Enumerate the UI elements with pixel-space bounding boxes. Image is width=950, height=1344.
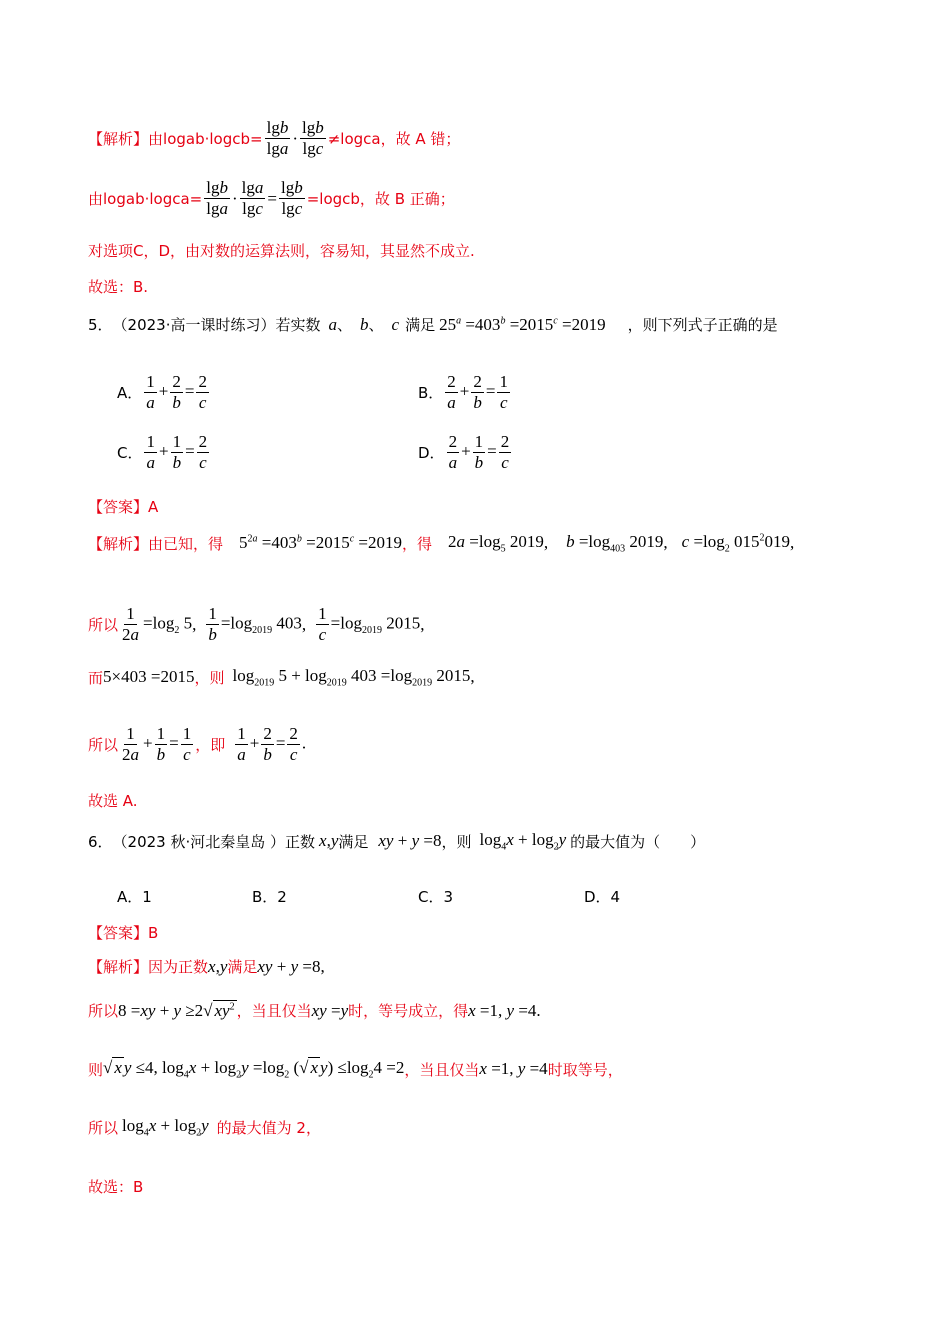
q5-sol-line1: 【解析】 由已知，得 $5^{2a} =403^b =2015^c =2019$ ，得 $2a =\log_5$ 2019 , $b =\log_{403}$ 2019 , $c =\log_2$ $015^2019$ ,	[88, 532, 795, 555]
sol-label: 【解析】	[88, 130, 149, 148]
q5-answer: 【答案】A	[88, 498, 159, 516]
q6-answer: 【答案】B	[88, 924, 159, 942]
q6-option-d[interactable]: D．4	[584, 888, 621, 906]
q5-stem: 5． （2023·高一课时练习）若实数 a 、 b 、 c 满足 $25^a =403^b =2015^c =2019$ ，则下列式子正确的是	[88, 314, 778, 334]
q6-option-b[interactable]: B．2	[252, 888, 287, 906]
q5-sol-line2: 所以 $\frac{1}{2a}$ $=\log_2$ 5 , $\frac{1}{b}$ $=\log_{2019}$ 403 , $\frac{1}{c}$ $=\log_{2019}$ 2015 ,	[88, 604, 425, 644]
q6-sol-line1: 【解析】 因为正数 x , y 满足 xy + y =8 ,	[88, 956, 325, 976]
q5-final: 故选 A.	[88, 792, 138, 810]
sol4-line4: 故选：B.	[88, 278, 149, 296]
q6-option-c[interactable]: C．3	[418, 888, 454, 906]
q5-option-d[interactable]: D． $\frac{2}{a}$ + $\frac{1}{b}$ = $\frac{2}{c}$	[418, 432, 510, 472]
q6-option-a[interactable]: A．1	[117, 888, 152, 906]
q5-sol-line4: 所以 $\frac{1}{2a}$ + $\frac{1}{b}$ = $\frac{1}{c}$ ，即 $\frac{1}{a}$ + $\frac{2}{b}$ = $\frac{2}{c}$ .	[88, 724, 307, 764]
math-fraction: $\frac{\lg b}{\lg c}$	[280, 178, 303, 218]
math-fraction: $\frac{\lg b}{\lg a}$	[266, 118, 289, 158]
q6-sol-line4: 所以 $\log_4x + \log_2y$ 的最大值为 2，	[88, 1116, 321, 1139]
q6-final: 故选：B	[88, 1178, 144, 1196]
q5-option-b[interactable]: B． $\frac{2}{a}$ + $\frac{2}{b}$ = $\frac{1}{c}$	[418, 372, 508, 412]
sol4-line1: 【解析】 由 logab·logcb= $\frac{\lg b}{\lg a}$ · $\frac{\lg b}{\lg c}$ ≠logca，故 A 错；	[88, 118, 461, 158]
question-number: 6．	[88, 832, 113, 851]
q5-option-a[interactable]: A． $\frac{1}{a}$ + $\frac{2}{b}$ = $\frac{2}{c}$	[117, 372, 207, 412]
q6-sol-line3: 则 √ x y ≤4, $\log_4x + \log_2y =\log_2$ (√ x $y) \le\log_24 =2$ ，当且仅当 x =1, y =4 时取等号，	[88, 1058, 623, 1081]
math-fraction: $\frac{\lg b}{\lg a}$	[206, 178, 228, 218]
question-number: 5．	[88, 316, 113, 334]
sol4-line3: 对选项C，D，由对数的运算法则，容易知，其显然不成立.	[88, 242, 475, 260]
math-fraction: $\frac{\lg b}{\lg c}$	[302, 118, 324, 158]
q5-option-c[interactable]: C． $\frac{1}{a}$ + $\frac{1}{b}$ = $\frac{2}{c}$	[117, 432, 208, 472]
math-fraction: $\frac{\lg a}{\lg c}$	[241, 178, 264, 218]
sol4-line2: 由 logab·logca= $\frac{\lg b}{\lg a}$ · $\frac{\lg a}{\lg c}$ = $\frac{\lg b}{\lg c}$ =logcb，故 B 正确；	[88, 178, 455, 218]
q6-stem: 6． （2023 秋·河北秦皇岛 ）正数 x , y 满足 xy + y =8 ，则 $\log_4x + \log_2y$ 的最大值为（ ）	[88, 830, 706, 853]
q5-sol-line3: 而 5×403 =2015 ，则 $\log_{2019} 5 + \log_{2019} 403 =\log_{2019}$ 2015 ,	[88, 666, 475, 689]
q6-sol-line2: 所以 8 =xy + y ≥2√ $xy^2$ ，当且仅当 xy =y 时，等号成立，得 x =1, y =4 .	[88, 1000, 541, 1020]
